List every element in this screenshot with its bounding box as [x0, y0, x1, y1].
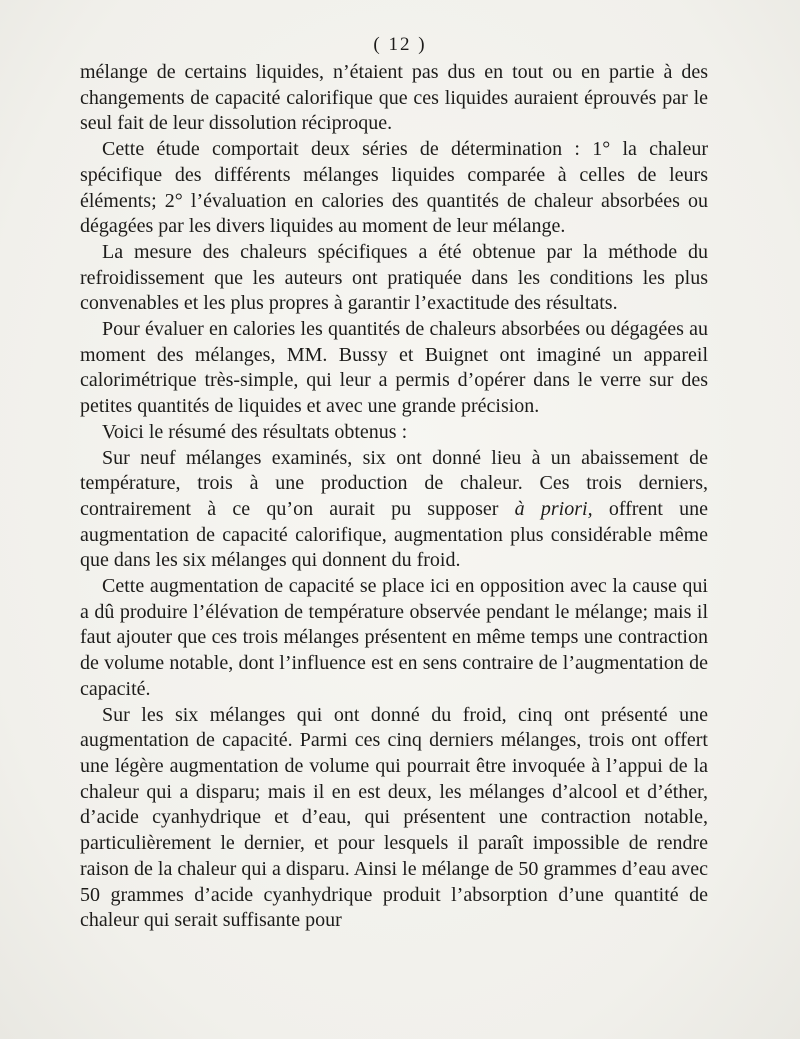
paragraph-6-text-after: offrent une augmentation de capacité calorifique, augmentation plus considérable même que dans les six mélanges qui donnent du froid. [80, 497, 708, 572]
paragraph-6 [80, 446, 708, 575]
body-text [80, 60, 708, 934]
page-number: ( 12 ) [373, 34, 427, 55]
paragraph-7: Cette augmentation de capacité se place ici en opposition avec la cause qui a dû produire l’élévation de température observée pendant le mélange; mais il faut ajouter que ces trois mélanges présentent en même temps une contraction de volume notable, dont l’influence est en sens contraire de l’augmentation de capacité. [80, 575, 708, 700]
paragraph-1: mélange de certains liquides, n’étaient pas dus en tout ou en partie à des changements de capacité calorifique que ces liquides auraient éprouvés par le seul fait de leur dissolution réciproque. [80, 61, 708, 135]
paragraph-4: Pour évaluer en calories les quantités de chaleurs absorbées ou dégagées au moment des mélanges, MM. Bussy et Buignet ont imaginé un appareil calorimétrique très-simple, qui leur a permis d’opérer dans le verre sur des petites quantités de liquides et avec une grande précision. [80, 318, 708, 418]
paragraph-2: Cette étude comportait deux séries de détermination : 1° la chaleur spécifique des différents mélanges liquides comparée à celles de leurs éléments; 2° l’évaluation en calories des quantités de chaleur absorbées ou dégagées par les divers liquides au moment de leur mélange. [80, 138, 708, 238]
paragraph-6-text-before: Sur neuf mélanges examinés, six ont donné lieu à un abaissement de température, trois à une production de chaleur. Ces trois derniers, contrairement à ce qu’on aurait pu supposer [80, 446, 708, 520]
paragraph-6-emphasis: à priori, [514, 497, 593, 520]
paragraph-8: Sur les six mélanges qui ont donné du froid, cinq ont présenté une augmentation de capacité. Parmi ces cinq derniers mélanges, trois ont offert une légère augmentation de volume qui pourrait être invoquée à l’appui de la chaleur qui a disparu; mais il en est deux, les mélanges d’alcool et d’éther, d’acide cyanhydrique et d’eau, qui présentent une contraction notable, particulièrement le dernier, et pour lesquels il paraît impossible de rendre raison de la chaleur qui a disparu. Ainsi le mélange de 50 grammes d’eau avec 50 grammes d’acide cyanhydrique produit l’absorption d’une quantité de chaleur qui serait suffisante pour [80, 703, 708, 932]
paragraph-3: La mesure des chaleurs spécifiques a été obtenue par la méthode du refroidissement que les auteurs ont pratiquée dans les conditions les plus convenables et les plus propres à garantir l’exactitude des résultats. [80, 240, 708, 315]
paragraph-5: Voici le résumé des résultats obtenus : [102, 420, 408, 443]
